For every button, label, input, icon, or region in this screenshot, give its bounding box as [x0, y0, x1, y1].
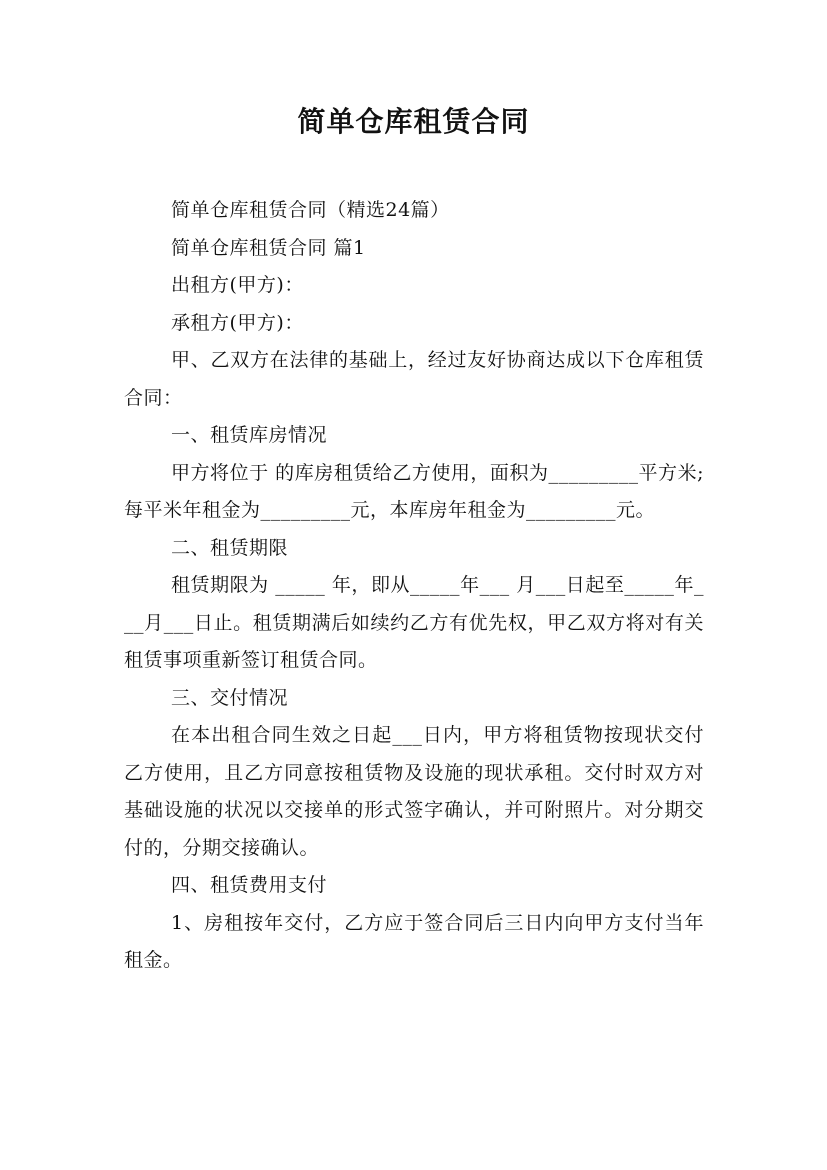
- paragraph-lessee: 承租方(甲方)：: [171, 311, 304, 334]
- heading-section-3: 三、交付情况: [171, 686, 289, 709]
- document-body: [124, 192, 704, 980]
- heading-section-1: 一、租赁库房情况: [171, 424, 328, 446]
- paragraph-section-4-item-1: 1、房租按年交付，乙方应于签合同后三日内向甲方支付当年租金。: [124, 911, 704, 971]
- paragraph-section-heading: 简单仓库租赁合同 篇1: [171, 236, 366, 259]
- paragraph-lessor: 出租方(甲方)：: [171, 274, 304, 296]
- paragraph-subtitle: 简单仓库租赁合同（精选24篇）: [171, 199, 450, 221]
- paragraph-section-1: 甲方将位于 的库房租赁给乙方使用，面积为_________平方米;每平米年租金为_________元，本库房年租金为_________元。: [124, 461, 704, 521]
- document-title: 简单仓库租赁合同: [297, 105, 530, 138]
- paragraph-preamble: 甲、乙双方在法律的基础上，经过友好协商达成以下仓库租赁合同：: [124, 349, 704, 409]
- paragraph-section-3: 在本出租合同生效之日起___日内，甲方将租赁物按现状交付乙方使用，且乙方同意按租赁物及设施的现状承租。交付时双方对基础设施的状况以交接单的形式签字确认，并可附照片。对分期交付的，分期交接确认。: [124, 724, 704, 859]
- heading-section-4: 四、租赁费用支付: [171, 874, 328, 896]
- heading-section-2: 二、租赁期限: [171, 536, 289, 559]
- paragraph-section-2: 租赁期限为 _____ 年，即从_____年___ 月___日起至_____年___月___日止。租赁期满后如续约乙方有优先权，甲乙双方将对有关租赁事项重新签订租赁合同。: [124, 574, 704, 671]
